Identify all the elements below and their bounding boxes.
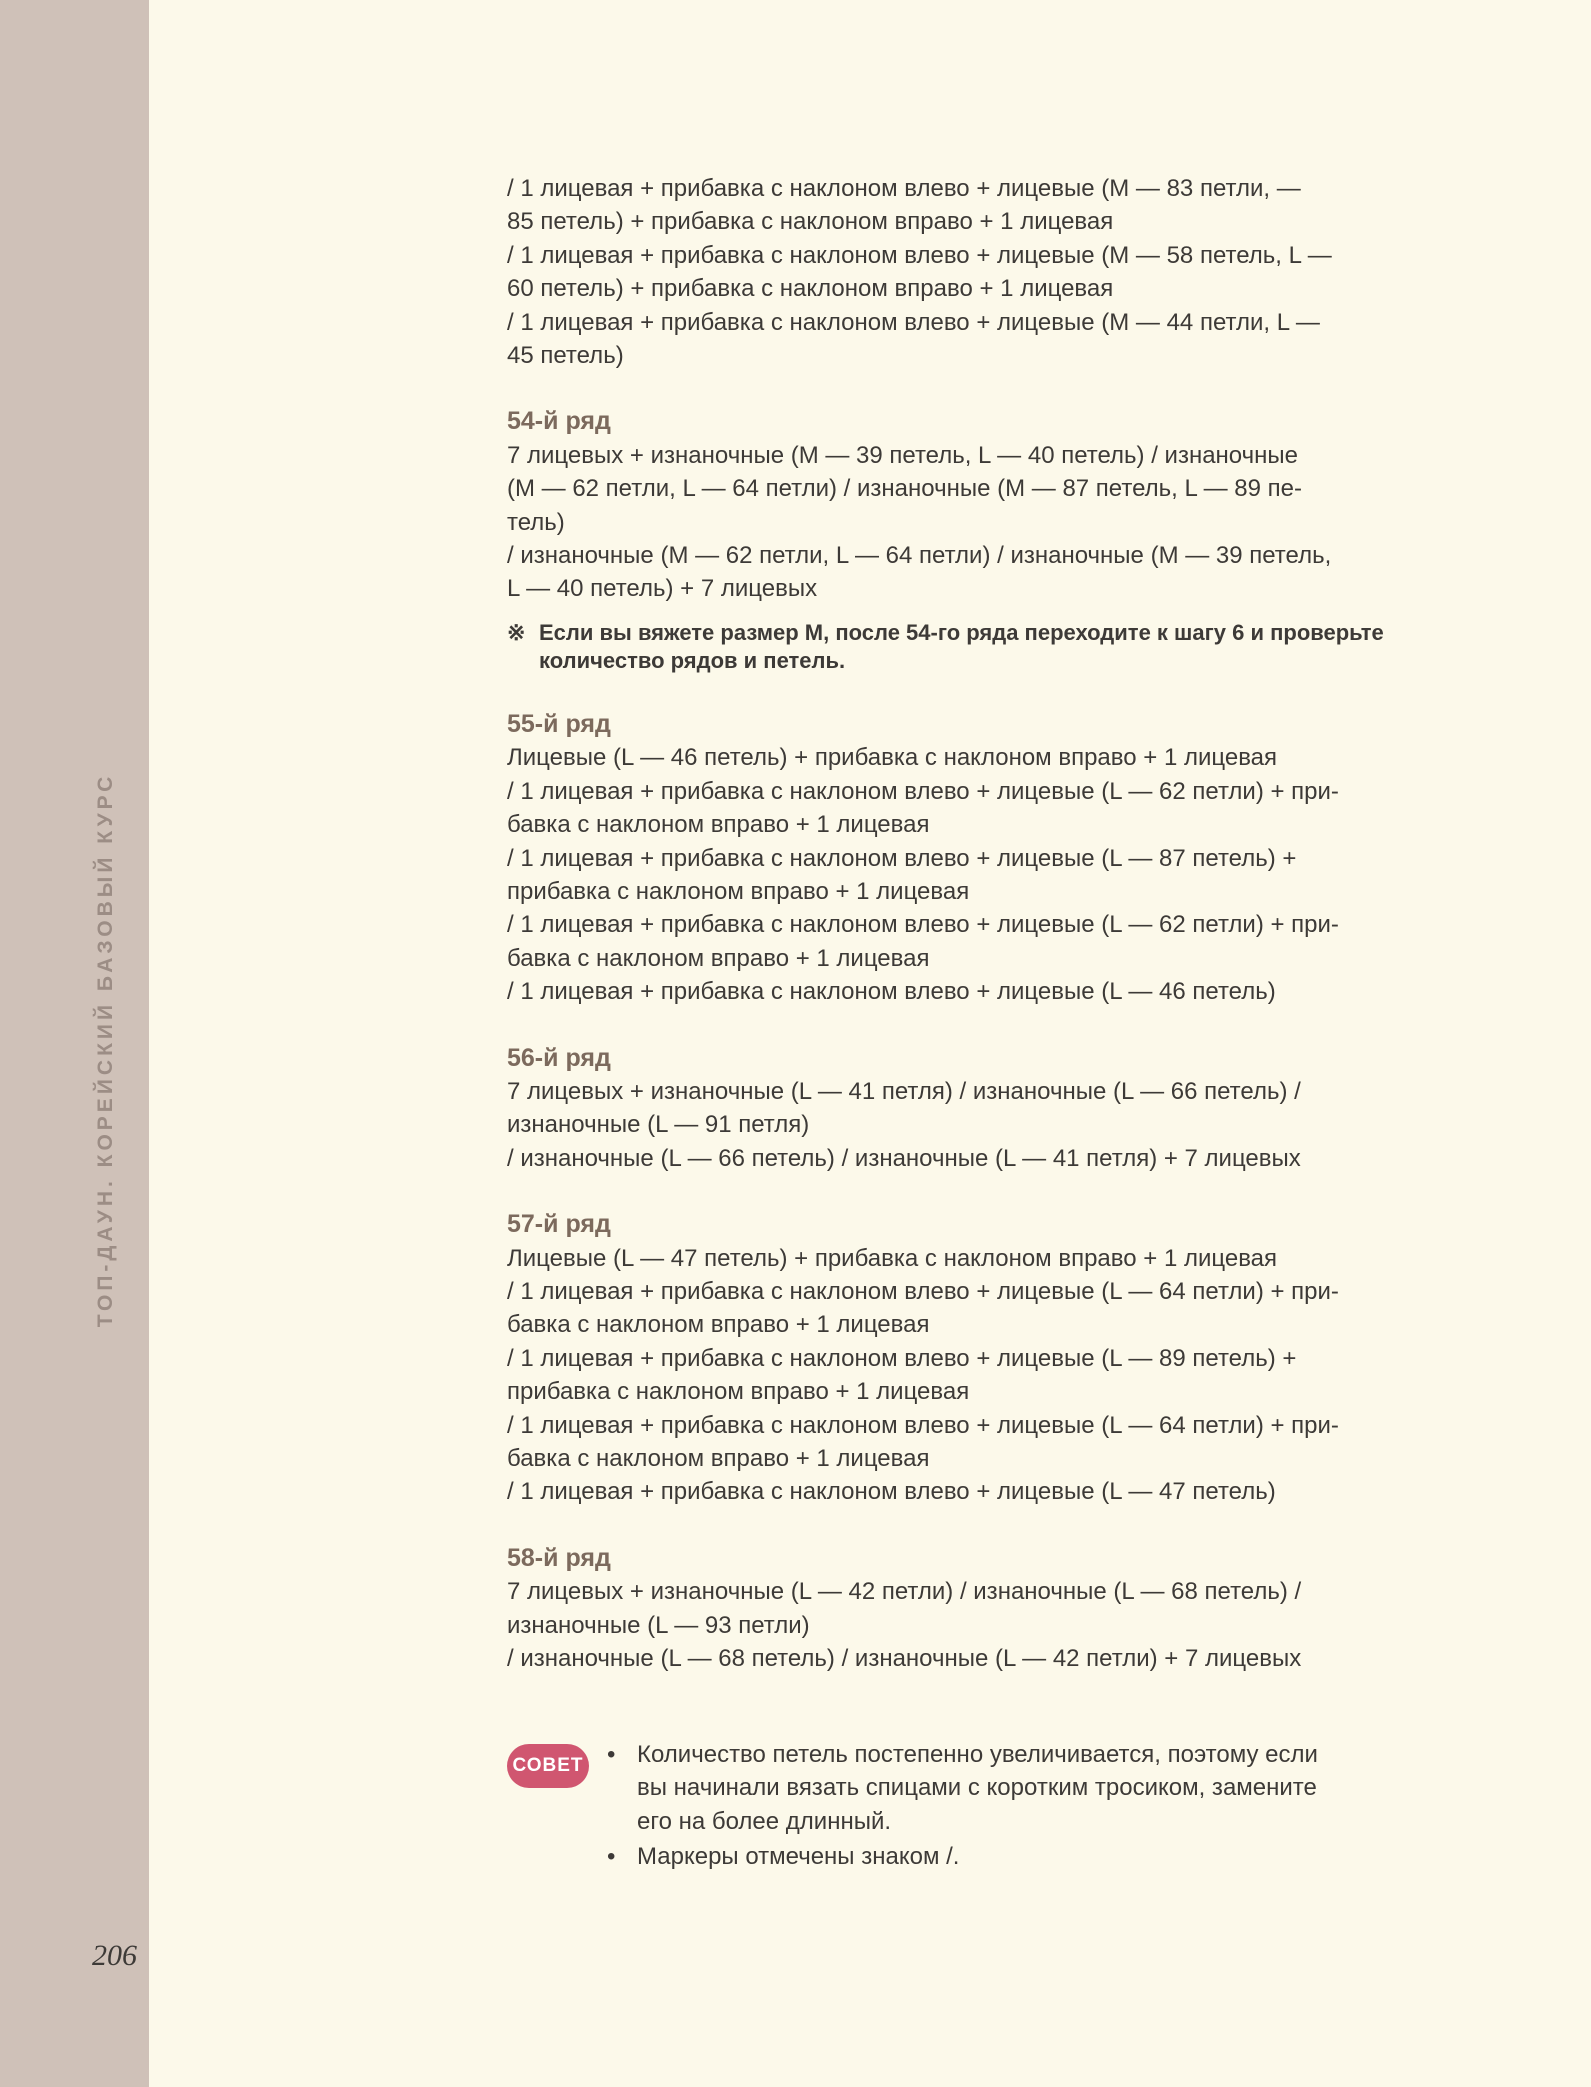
- bullet-icon: •: [607, 1741, 616, 1768]
- text-line: бавка с наклоном вправо + 1 лицевая: [507, 944, 930, 972]
- text-line: / 1 лицевая + прибавка с наклоном влево + лицевые (L — 62 петли) + при-: [507, 911, 1339, 939]
- text-line: / изнаночные (M — 62 петли, L — 64 петли) / изнаночные (M — 39 петель,: [507, 542, 1332, 570]
- text-line: / 1 лицевая + прибавка с наклоном влево + лицевые (L — 64 петли) + при-: [507, 1411, 1339, 1439]
- row-heading: 56-й ряд: [507, 1043, 611, 1072]
- text-line: / изнаночные (L — 66 петель) / изнаночные (L — 41 петля) + 7 лицевых: [507, 1144, 1301, 1172]
- text-line: / 1 лицевая + прибавка с наклоном влево + лицевые (L — 87 петель) +: [507, 844, 1297, 872]
- text-line: / 1 лицевая + прибавка с наклоном влево + лицевые (L — 46 петель): [507, 978, 1276, 1006]
- tip-list: [607, 1738, 1318, 1874]
- row-section-54: [507, 405, 1407, 674]
- main-content: [507, 172, 1407, 1675]
- text-line: бавка с наклоном вправо + 1 лицевая: [507, 1445, 930, 1472]
- text-line: Лицевые (L — 47 петель) + прибавка с наклоном вправо + 1 лицевая: [507, 1244, 1278, 1272]
- note-line: количество рядов и петель.: [539, 647, 846, 673]
- text-line: / 1 лицевая + прибавка с наклоном влево + лицевые (L — 64 петли) + при-: [507, 1277, 1339, 1305]
- text-line: (M — 62 петли, L — 64 петли) / изнаночные (M — 87 петель, L — 89 пе-: [507, 475, 1302, 503]
- row-section-58: [507, 1542, 1407, 1676]
- note-line: Если вы вяжете размер M, после 54-го ряда переходите к шагу 6 и проверьте: [539, 619, 1384, 645]
- tip-line: его на более длинный.: [637, 1807, 892, 1835]
- text-line: / 1 лицевая + прибавка с наклоном влево + лицевые (M — 44 петли, L —: [507, 308, 1320, 336]
- row-heading: 54-й ряд: [507, 407, 611, 436]
- tip-line: вы начинали вязать спицами с коротким тросиком, замените: [637, 1774, 1317, 1802]
- text-line: изнаночные (L — 91 петля): [507, 1111, 810, 1139]
- text-line: 7 лицевых + изнаночные (L — 42 петли) / изнаночные (L — 68 петель) /: [507, 1578, 1302, 1606]
- text-line: изнаночные (L — 93 петли): [507, 1611, 810, 1639]
- text-line: 7 лицевых + изнаночные (M — 39 петель, L — 40 петель) / изнаночные: [507, 441, 1298, 469]
- page-number: 206: [92, 1939, 137, 1972]
- row-section-56: [507, 1042, 1407, 1176]
- tip-line: Количество петель постепенно увеличивается, поэтому если: [637, 1741, 1318, 1768]
- intro-block: [507, 172, 1407, 372]
- text-line: L — 40 петель) + 7 лицевых: [507, 575, 818, 603]
- text-line: / 1 лицевая + прибавка с наклоном влево + лицевые (L — 89 петель) +: [507, 1344, 1297, 1372]
- text-line: прибавка с наклоном вправо + 1 лицевая: [507, 877, 970, 905]
- text-line: прибавка с наклоном вправо + 1 лицевая: [507, 1378, 970, 1406]
- text-line: бавка с наклоном вправо + 1 лицевая: [507, 1311, 930, 1339]
- text-line: 7 лицевых + изнаночные (L — 41 петля) / изнаночные (L — 66 петель) /: [507, 1077, 1301, 1105]
- row-section-55: [507, 708, 1407, 1009]
- text-line: 85 петель) + прибавка с наклоном вправо + 1 лицевая: [507, 208, 1114, 236]
- text-line: / 1 лицевая + прибавка с наклоном влево + лицевые (M — 83 петли, —: [507, 175, 1301, 202]
- row-heading: 55-й ряд: [507, 709, 611, 738]
- text-line: / 1 лицевая + прибавка с наклоном влево + лицевые (L — 47 петель): [507, 1478, 1276, 1506]
- text-line: / 1 лицевая + прибавка с наклоном влево + лицевые (M — 58 петель, L —: [507, 241, 1332, 269]
- text-line: 45 петель): [507, 342, 624, 370]
- text-line: Лицевые (L — 46 петель) + прибавка с наклоном вправо + 1 лицевая: [507, 744, 1278, 772]
- reference-mark-icon: ※: [507, 619, 526, 645]
- tip-badge: СОВЕТ: [507, 1744, 589, 1788]
- tip-item: [607, 1840, 1318, 1873]
- text-line: / 1 лицевая + прибавка с наклоном влево + лицевые (L — 62 петли) + при-: [507, 777, 1339, 805]
- sidebar: [0, 0, 149, 2087]
- row-heading: 57-й ряд: [507, 1210, 611, 1239]
- text-line: тель): [507, 508, 565, 536]
- tip-item: [607, 1738, 1318, 1838]
- row-heading: 58-й ряд: [507, 1543, 611, 1572]
- running-title: ТОП-ДАУН. КОРЕЙСКИЙ БАЗОВЫЙ КУРС: [94, 772, 117, 1328]
- tip-line: Маркеры отмечены знаком /.: [637, 1843, 960, 1871]
- bullet-icon: •: [607, 1843, 616, 1871]
- text-line: 60 петель) + прибавка с наклоном вправо + 1 лицевая: [507, 275, 1114, 303]
- row-section-57: [507, 1208, 1407, 1509]
- text-line: / изнаночные (L — 68 петель) / изнаночные (L — 42 петли) + 7 лицевых: [507, 1645, 1302, 1673]
- text-line: бавка с наклоном вправо + 1 лицевая: [507, 811, 930, 839]
- size-note: [507, 619, 1407, 675]
